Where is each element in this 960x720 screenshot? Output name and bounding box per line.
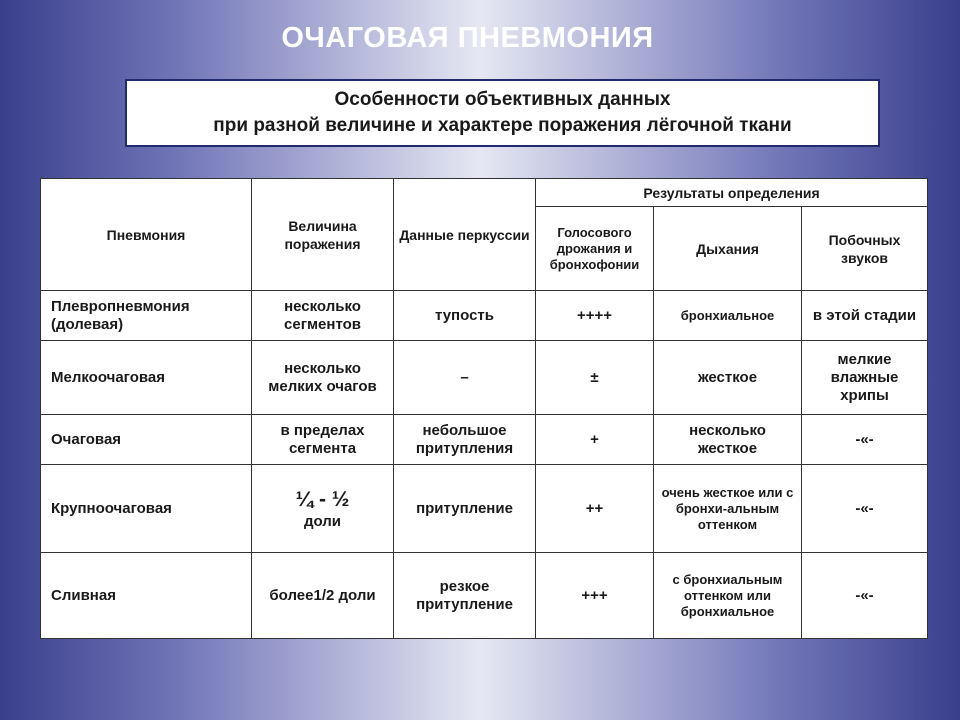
cell-fremitus: ++++ — [536, 291, 654, 341]
cell-sounds: -«- — [802, 465, 928, 553]
cell-sounds: в этой стадии — [802, 291, 928, 341]
slide-title: ОЧАГОВАЯ ПНЕВМОНИЯ — [281, 22, 654, 54]
size-fraction: ¼ - ½ — [295, 487, 350, 511]
header-results: Результаты определения — [536, 179, 928, 207]
subtitle-box — [125, 79, 880, 147]
table-row — [41, 553, 928, 639]
header-size: Величина поражения — [252, 179, 394, 291]
cell-percussion: тупость — [394, 291, 536, 341]
cell-size: в пределах сегмента — [252, 415, 394, 465]
subtitle-line-1: Особенности объективных данных — [334, 89, 671, 110]
cell-breathing: несколько жесткое — [654, 415, 802, 465]
table-row — [41, 291, 928, 341]
subtitle-line-2: при разной величине и характере поражения лёгочной ткани — [213, 115, 792, 136]
cell-breathing: очень жесткое или с бронхи-альным оттенком — [654, 465, 802, 553]
cell-fremitus: + — [536, 415, 654, 465]
cell-name: Мелкоочаговая — [41, 341, 252, 415]
cell-percussion: резкое притупление — [394, 553, 536, 639]
table-row — [41, 341, 928, 415]
cell-breathing: с бронхиальным оттенком или бронхиальное — [654, 553, 802, 639]
table-row — [41, 465, 928, 553]
cell-percussion: притупление — [394, 465, 536, 553]
header-breathing: Дыхания — [654, 207, 802, 291]
cell-size: несколько сегментов — [252, 291, 394, 341]
cell-breathing: жесткое — [654, 341, 802, 415]
cell-breathing: бронхиальное — [654, 291, 802, 341]
header-pneumonia: Пневмония — [41, 179, 252, 291]
cell-size — [252, 465, 394, 553]
cell-name: Крупноочаговая — [41, 465, 252, 553]
cell-size: более1/2 доли — [252, 553, 394, 639]
cell-sounds: мелкие влажные хрипы — [802, 341, 928, 415]
cell-sounds: -«- — [802, 553, 928, 639]
table-row — [41, 415, 928, 465]
cell-percussion: небольшое притупления — [394, 415, 536, 465]
size-unit: доли — [303, 512, 342, 530]
cell-fremitus: +++ — [536, 553, 654, 639]
cell-sounds: -«- — [802, 415, 928, 465]
cell-size: несколько мелких очагов — [252, 341, 394, 415]
cell-fremitus: ++ — [536, 465, 654, 553]
cell-name: Сливная — [41, 553, 252, 639]
header-sounds: Побочных звуков — [802, 207, 928, 291]
cell-fremitus: ± — [536, 341, 654, 415]
cell-percussion: – — [394, 341, 536, 415]
pneumonia-table — [40, 178, 928, 639]
cell-name: Очаговая — [41, 415, 252, 465]
header-percussion: Данные перкуссии — [394, 179, 536, 291]
cell-name: Плевропневмония (долевая) — [41, 291, 252, 341]
header-fremitus: Голосового дрожания и бронхофонии — [536, 207, 654, 291]
